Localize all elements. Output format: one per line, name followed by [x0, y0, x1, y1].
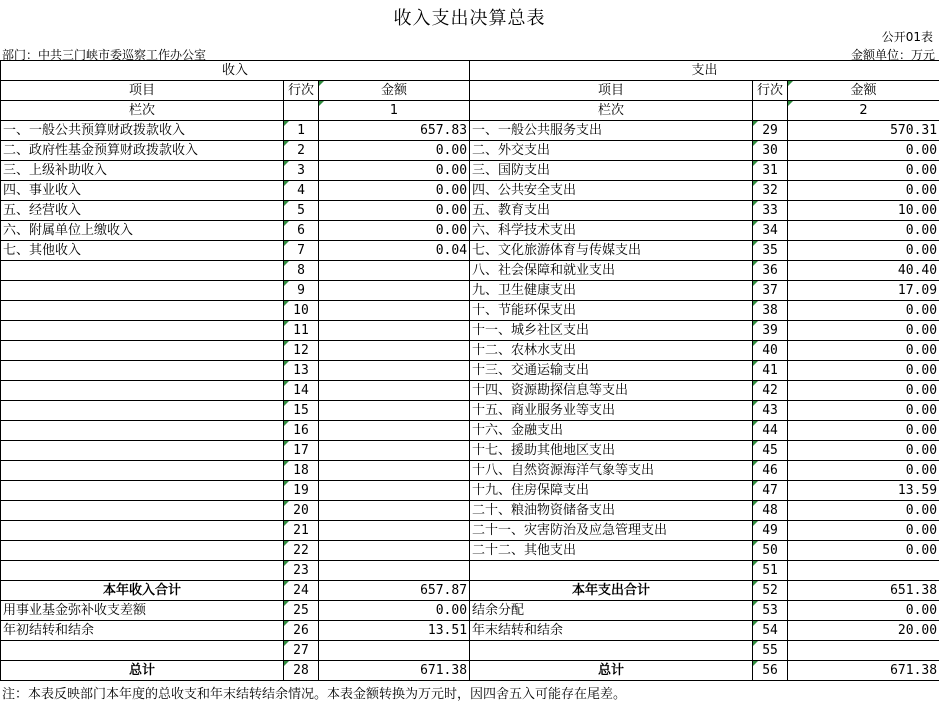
- income-amount-cell: 657.87: [319, 581, 470, 601]
- column-number-row: [1, 101, 939, 121]
- expense-item-cell: 五、教育支出: [470, 201, 753, 221]
- income-amount-cell: [319, 481, 470, 501]
- table-row: [1, 181, 939, 201]
- income-column-blank: [284, 101, 319, 121]
- income-rowno-header: 行次: [284, 81, 319, 101]
- income-rowno-cell: 2: [284, 141, 319, 161]
- expense-item-cell: 总计: [470, 661, 753, 681]
- income-item-cell: [1, 361, 284, 381]
- income-rowno-cell: 24: [284, 581, 319, 601]
- income-amount-cell: 13.51: [319, 621, 470, 641]
- department-label: 部门：中共三门峡市委巡察工作办公室: [2, 46, 206, 63]
- income-rowno-cell: 13: [284, 361, 319, 381]
- expense-amount-cell: 0.00: [788, 541, 939, 561]
- table-row: [1, 281, 939, 301]
- expense-amount-cell: 0.00: [788, 501, 939, 521]
- table-row: [1, 381, 939, 401]
- expense-rowno-cell: 40: [753, 341, 788, 361]
- income-amount-cell: 0.00: [319, 181, 470, 201]
- income-amount-cell: [319, 321, 470, 341]
- income-rowno-cell: 27: [284, 641, 319, 661]
- expense-amount-cell: 0.00: [788, 221, 939, 241]
- expense-item-cell: 二十二、其他支出: [470, 541, 753, 561]
- table-row: [1, 661, 939, 681]
- expense-amount-cell: 651.38: [788, 581, 939, 601]
- table-row: [1, 441, 939, 461]
- income-item-header: 项目: [1, 81, 284, 101]
- expense-item-cell: 十八、自然资源海洋气象等支出: [470, 461, 753, 481]
- table-row: [1, 481, 939, 501]
- table-row: [1, 541, 939, 561]
- expense-amount-cell: 0.00: [788, 321, 939, 341]
- income-rowno-cell: 28: [284, 661, 319, 681]
- income-rowno-cell: 7: [284, 241, 319, 261]
- expense-item-cell: 二、外交支出: [470, 141, 753, 161]
- expense-rowno-cell: 36: [753, 261, 788, 281]
- income-amount-cell: [319, 261, 470, 281]
- expense-item-cell: 十九、住房保障支出: [470, 481, 753, 501]
- expense-amount-cell: 0.00: [788, 401, 939, 421]
- expense-amount-cell: 0.00: [788, 241, 939, 261]
- income-rowno-cell: 4: [284, 181, 319, 201]
- income-rowno-cell: 17: [284, 441, 319, 461]
- income-item-cell: [1, 501, 284, 521]
- expense-rowno-cell: 34: [753, 221, 788, 241]
- expense-amount-cell: 0.00: [788, 421, 939, 441]
- expense-rowno-cell: 54: [753, 621, 788, 641]
- expense-rowno-cell: 45: [753, 441, 788, 461]
- income-amount-cell: [319, 561, 470, 581]
- expense-amount-cell: 0.00: [788, 441, 939, 461]
- footnote: 注：本表反映部门本年度的总收支和年末结转结余情况。本表金额转换为万元时，因四舍五入可能存在尾差。: [2, 683, 626, 702]
- table-row: [1, 261, 939, 281]
- expense-item-cell: 十四、资源勘探信息等支出: [470, 381, 753, 401]
- column-header-row: [1, 81, 939, 101]
- income-expense-table: [0, 60, 939, 681]
- expense-item-cell: 十六、金融支出: [470, 421, 753, 441]
- income-amount-cell: [319, 361, 470, 381]
- income-rowno-cell: 15: [284, 401, 319, 421]
- income-rowno-cell: 8: [284, 261, 319, 281]
- income-amount-cell: [319, 381, 470, 401]
- table-row: [1, 361, 939, 381]
- income-amount-cell: 657.83: [319, 121, 470, 141]
- table-row: [1, 221, 939, 241]
- expense-rowno-cell: 31: [753, 161, 788, 181]
- table-row: [1, 341, 939, 361]
- expense-item-cell: 结余分配: [470, 601, 753, 621]
- expense-amount-cell: 40.40: [788, 261, 939, 281]
- income-rowno-cell: 12: [284, 341, 319, 361]
- expense-item-cell: [470, 561, 753, 581]
- table-row: [1, 161, 939, 181]
- expense-rowno-cell: 33: [753, 201, 788, 221]
- income-column-number: 1: [319, 101, 470, 121]
- income-amount-cell: 0.00: [319, 201, 470, 221]
- income-item-cell: [1, 521, 284, 541]
- income-item-cell: 用事业基金弥补收支差额: [1, 601, 284, 621]
- expense-rowno-cell: 38: [753, 301, 788, 321]
- income-rowno-cell: 20: [284, 501, 319, 521]
- income-rowno-cell: 10: [284, 301, 319, 321]
- expense-column-number: 2: [788, 101, 939, 121]
- income-amount-cell: [319, 461, 470, 481]
- expense-amount-header: 金额: [788, 81, 939, 101]
- income-amount-header: 金额: [319, 81, 470, 101]
- income-item-cell: [1, 461, 284, 481]
- income-item-cell: [1, 321, 284, 341]
- income-item-cell: 本年收入合计: [1, 581, 284, 601]
- expense-item-cell: 十、节能环保支出: [470, 301, 753, 321]
- expense-amount-cell: 0.00: [788, 301, 939, 321]
- expense-rowno-cell: 41: [753, 361, 788, 381]
- income-rowno-cell: 23: [284, 561, 319, 581]
- expense-item-cell: 四、公共安全支出: [470, 181, 753, 201]
- income-rowno-cell: 6: [284, 221, 319, 241]
- income-rowno-cell: 22: [284, 541, 319, 561]
- expense-amount-cell: 570.31: [788, 121, 939, 141]
- page-title: 收入支出决算总表: [0, 4, 939, 30]
- table-row: [1, 641, 939, 661]
- income-amount-cell: [319, 401, 470, 421]
- expense-column-blank: [753, 101, 788, 121]
- table-row: [1, 321, 939, 341]
- expense-amount-cell: 0.00: [788, 181, 939, 201]
- income-amount-cell: 0.00: [319, 601, 470, 621]
- expense-item-cell: 十二、农林水支出: [470, 341, 753, 361]
- income-rowno-cell: 1: [284, 121, 319, 141]
- income-item-cell: [1, 641, 284, 661]
- table-row: [1, 421, 939, 441]
- expense-amount-cell: 13.59: [788, 481, 939, 501]
- expense-amount-cell: 20.00: [788, 621, 939, 641]
- income-item-cell: 二、政府性基金预算财政拨款收入: [1, 141, 284, 161]
- income-rowno-cell: 19: [284, 481, 319, 501]
- expense-rowno-cell: 35: [753, 241, 788, 261]
- income-rowno-cell: 18: [284, 461, 319, 481]
- income-amount-cell: 0.00: [319, 221, 470, 241]
- income-item-cell: [1, 341, 284, 361]
- expense-item-cell: 三、国防支出: [470, 161, 753, 181]
- income-amount-cell: [319, 501, 470, 521]
- expense-item-cell: 九、卫生健康支出: [470, 281, 753, 301]
- table-row: [1, 581, 939, 601]
- expense-rowno-cell: 50: [753, 541, 788, 561]
- expense-amount-cell: 0.00: [788, 161, 939, 181]
- expense-amount-cell: 0.00: [788, 361, 939, 381]
- expense-rowno-cell: 51: [753, 561, 788, 581]
- income-rowno-cell: 3: [284, 161, 319, 181]
- expense-rowno-cell: 56: [753, 661, 788, 681]
- income-item-cell: 七、其他收入: [1, 241, 284, 261]
- income-amount-cell: 0.04: [319, 241, 470, 261]
- expense-amount-cell: 671.38: [788, 661, 939, 681]
- expense-amount-cell: 0.00: [788, 381, 939, 401]
- expense-amount-cell: 0.00: [788, 341, 939, 361]
- income-item-cell: [1, 481, 284, 501]
- expense-rowno-cell: 32: [753, 181, 788, 201]
- income-item-cell: 五、经营收入: [1, 201, 284, 221]
- income-item-cell: 三、上级补助收入: [1, 161, 284, 181]
- expense-rowno-cell: 44: [753, 421, 788, 441]
- table-row: [1, 401, 939, 421]
- income-rowno-cell: 21: [284, 521, 319, 541]
- table-row: [1, 501, 939, 521]
- income-item-cell: [1, 301, 284, 321]
- table-row: [1, 301, 939, 321]
- income-rowno-cell: 11: [284, 321, 319, 341]
- expense-rowno-cell: 55: [753, 641, 788, 661]
- expense-rowno-cell: 37: [753, 281, 788, 301]
- expense-column-label: 栏次: [470, 101, 753, 121]
- income-amount-cell: [319, 521, 470, 541]
- expense-rowno-cell: 43: [753, 401, 788, 421]
- expense-item-cell: 十三、交通运输支出: [470, 361, 753, 381]
- table-row: [1, 601, 939, 621]
- income-rowno-cell: 5: [284, 201, 319, 221]
- table-row: [1, 461, 939, 481]
- expense-item-cell: 二十一、灾害防治及应急管理支出: [470, 521, 753, 541]
- income-column-label: 栏次: [1, 101, 284, 121]
- expense-rowno-cell: 49: [753, 521, 788, 541]
- expense-rowno-cell: 46: [753, 461, 788, 481]
- income-amount-cell: 0.00: [319, 141, 470, 161]
- income-item-cell: [1, 381, 284, 401]
- expense-amount-cell: 0.00: [788, 141, 939, 161]
- expense-item-cell: 年末结转和结余: [470, 621, 753, 641]
- expense-amount-cell: [788, 641, 939, 661]
- income-amount-cell: 671.38: [319, 661, 470, 681]
- income-amount-cell: [319, 341, 470, 361]
- expense-item-cell: 十七、援助其他地区支出: [470, 441, 753, 461]
- expense-item-cell: 二十、粮油物资储备支出: [470, 501, 753, 521]
- expense-rowno-cell: 39: [753, 321, 788, 341]
- expense-item-cell: 六、科学技术支出: [470, 221, 753, 241]
- expense-rowno-cell: 29: [753, 121, 788, 141]
- income-rowno-cell: 16: [284, 421, 319, 441]
- table-row: [1, 201, 939, 221]
- income-amount-cell: [319, 301, 470, 321]
- income-item-cell: 总计: [1, 661, 284, 681]
- income-rowno-cell: 9: [284, 281, 319, 301]
- expense-amount-cell: 10.00: [788, 201, 939, 221]
- income-amount-cell: [319, 441, 470, 461]
- expense-amount-cell: 0.00: [788, 461, 939, 481]
- table-row: [1, 141, 939, 161]
- expense-rowno-cell: 30: [753, 141, 788, 161]
- expense-item-header: 项目: [470, 81, 753, 101]
- income-item-cell: [1, 561, 284, 581]
- table-row: [1, 621, 939, 641]
- expense-rowno-cell: 48: [753, 501, 788, 521]
- expense-rowno-cell: 47: [753, 481, 788, 501]
- income-item-cell: 一、一般公共预算财政拨款收入: [1, 121, 284, 141]
- expense-item-cell: 本年支出合计: [470, 581, 753, 601]
- expense-item-cell: 八、社会保障和就业支出: [470, 261, 753, 281]
- income-amount-cell: [319, 641, 470, 661]
- table-row: [1, 121, 939, 141]
- income-item-cell: [1, 421, 284, 441]
- income-item-cell: 六、附属单位上缴收入: [1, 221, 284, 241]
- expense-item-cell: 十五、商业服务业等支出: [470, 401, 753, 421]
- table-row: [1, 561, 939, 581]
- section-header-row: [1, 61, 939, 81]
- income-item-cell: [1, 281, 284, 301]
- income-rowno-cell: 26: [284, 621, 319, 641]
- expense-item-cell: [470, 641, 753, 661]
- expense-item-cell: 一、一般公共服务支出: [470, 121, 753, 141]
- income-amount-cell: [319, 541, 470, 561]
- income-section-header: 收入: [1, 61, 470, 81]
- income-amount-cell: [319, 421, 470, 441]
- table-row: [1, 521, 939, 541]
- unit-label: 金额单位：万元: [851, 46, 935, 63]
- expense-amount-cell: [788, 561, 939, 581]
- income-item-cell: [1, 541, 284, 561]
- expense-amount-cell: 0.00: [788, 601, 939, 621]
- income-item-cell: [1, 441, 284, 461]
- income-item-cell: [1, 261, 284, 281]
- table-row: [1, 241, 939, 261]
- income-item-cell: 四、事业收入: [1, 181, 284, 201]
- income-item-cell: 年初结转和结余: [1, 621, 284, 641]
- expense-amount-cell: 0.00: [788, 521, 939, 541]
- expense-rowno-cell: 42: [753, 381, 788, 401]
- expense-rowno-cell: 53: [753, 601, 788, 621]
- income-item-cell: [1, 401, 284, 421]
- expense-amount-cell: 17.09: [788, 281, 939, 301]
- expense-item-cell: 七、文化旅游体育与传媒支出: [470, 241, 753, 261]
- expense-rowno-cell: 52: [753, 581, 788, 601]
- income-rowno-cell: 25: [284, 601, 319, 621]
- expense-section-header: 支出: [470, 61, 939, 81]
- expense-item-cell: 十一、城乡社区支出: [470, 321, 753, 341]
- form-code: 公开01表: [882, 28, 933, 45]
- income-rowno-cell: 14: [284, 381, 319, 401]
- income-amount-cell: 0.00: [319, 161, 470, 181]
- expense-rowno-header: 行次: [753, 81, 788, 101]
- income-amount-cell: [319, 281, 470, 301]
